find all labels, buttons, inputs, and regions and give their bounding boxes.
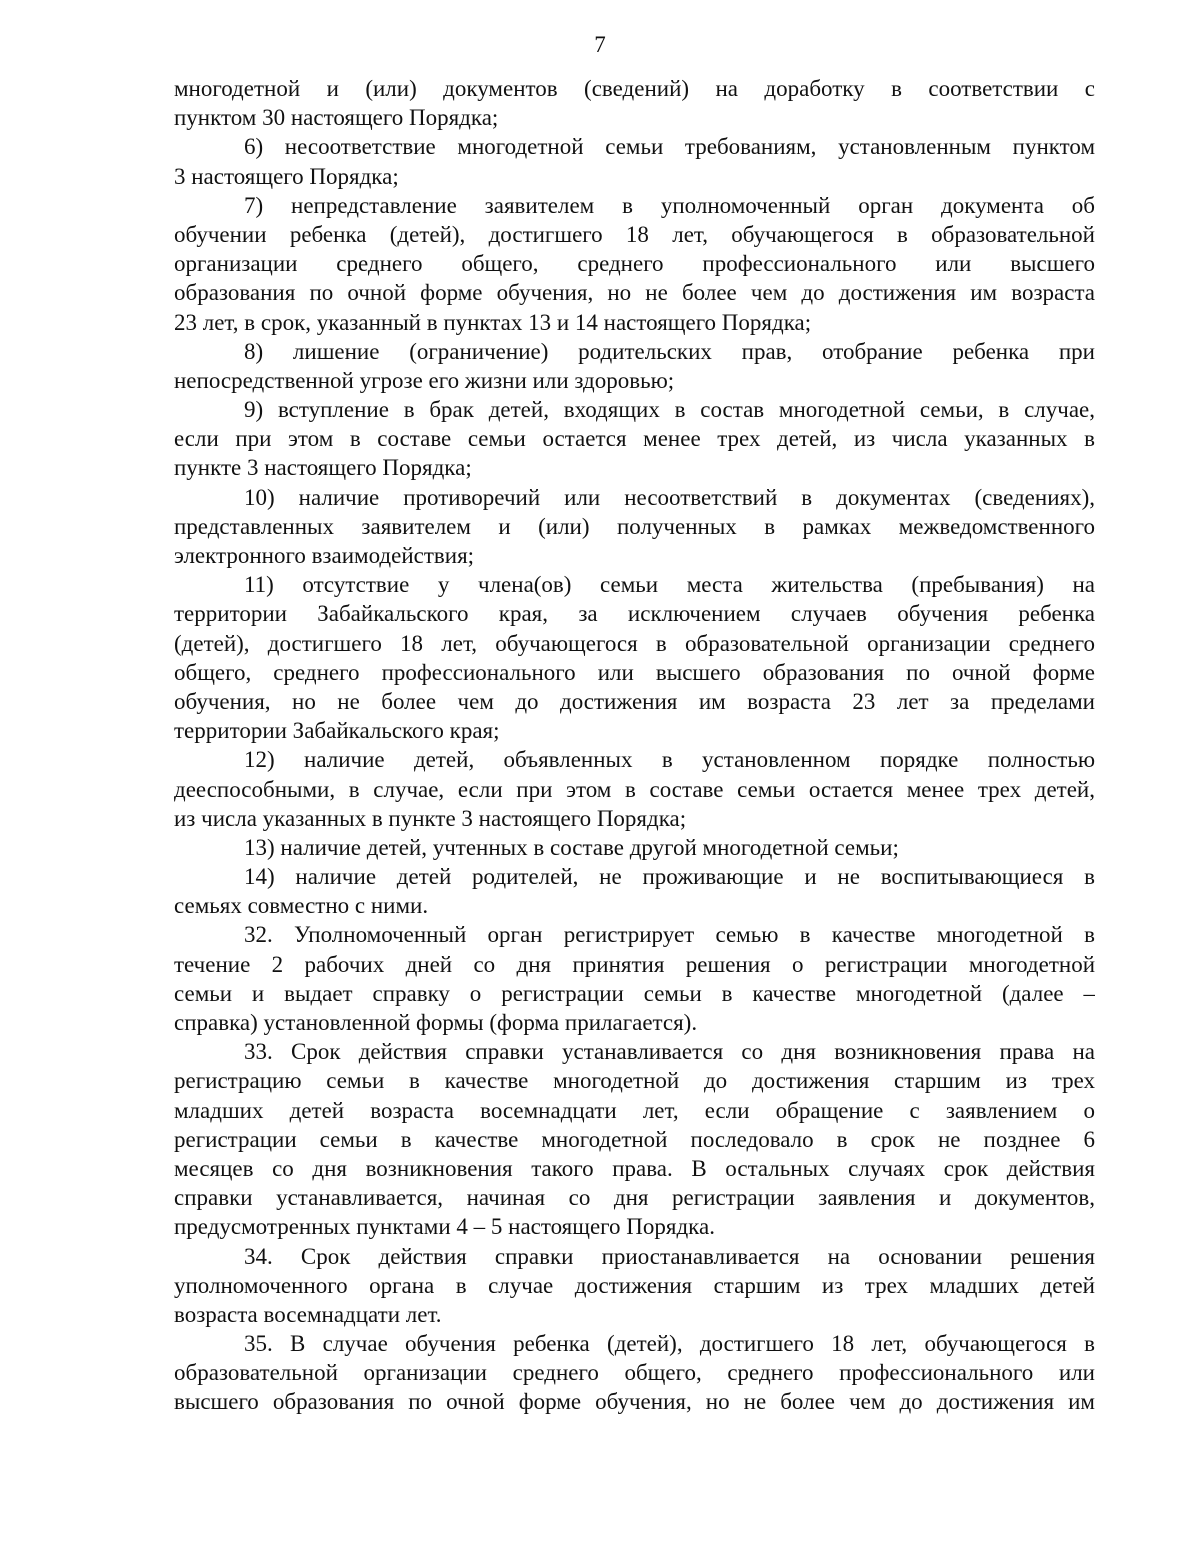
text-line: 14) наличие детей родителей, не проживающие и не воспитывающиеся в bbox=[244, 864, 1095, 890]
text-line: возраста восемнадцати лет. bbox=[174, 1301, 442, 1327]
text-line: пунктом 30 настоящего Порядка; bbox=[174, 105, 499, 131]
text-line: 33. Срок действия справки устанавливается со дня возникновения права на bbox=[244, 1039, 1095, 1065]
text-line: дееспособными, в случае, если при этом в составе семьи остается менее трех детей, bbox=[174, 776, 1095, 802]
text-line: если при этом в составе семьи остается менее трех детей, из числа указанных в bbox=[174, 426, 1095, 452]
text-line: 7) непредставление заявителем в уполномоченный орган документа об bbox=[244, 192, 1095, 218]
text-line: представленных заявителем и (или) полученных в рамках межведомственного bbox=[174, 513, 1095, 539]
text-line: предусмотренных пунктами 4 – 5 настоящего Порядка. bbox=[174, 1214, 715, 1240]
text-line: 23 лет, в срок, указанный в пунктах 13 и 14 настоящего Порядка; bbox=[174, 309, 812, 335]
text-line: 12) наличие детей, объявленных в установленном порядке полностью bbox=[244, 747, 1095, 773]
text-line: (детей), достигшего 18 лет, обучающегося в образовательной организации среднего bbox=[174, 630, 1095, 656]
text-line: 8) лишение (ограничение) родительских прав, отобрание ребенка при bbox=[244, 338, 1095, 364]
text-line: обучения, но не более чем до достижения им возраста 23 лет за пределами bbox=[174, 688, 1095, 714]
text-line: организации среднего общего, среднего профессионального или высшего bbox=[174, 251, 1095, 277]
text-line: 32. Уполномоченный орган регистрирует семью в качестве многодетной в bbox=[244, 922, 1095, 948]
text-line: месяцев со дня возникновения такого права. В остальных случаях срок действия bbox=[174, 1155, 1095, 1181]
text-line: регистрацию семьи в качестве многодетной до достижения старшим из трех bbox=[174, 1068, 1095, 1094]
text-line: семьи и выдает справку о регистрации семьи в качестве многодетной (далее – bbox=[174, 980, 1095, 1006]
text-line: справки устанавливается, начиная со дня регистрации заявления и документов, bbox=[174, 1185, 1095, 1211]
text-line: пункте 3 настоящего Порядка; bbox=[174, 455, 472, 481]
text-line: образовательной организации среднего общего, среднего профессионального или bbox=[174, 1360, 1095, 1386]
text-line: электронного взаимодействия; bbox=[174, 543, 475, 568]
text-line: из числа указанных в пункте 3 настоящего Порядка; bbox=[174, 805, 687, 831]
text-line: образования по очной форме обучения, но не более чем до достижения им возраста bbox=[174, 280, 1095, 306]
text-line: 34. Срок действия справки приостанавливается на основании решения bbox=[244, 1243, 1095, 1269]
text-line: территории Забайкальского края; bbox=[174, 718, 500, 744]
page-number: 7 bbox=[594, 32, 606, 57]
text-line: непосредственной угрозе его жизни или здоровью; bbox=[174, 367, 675, 393]
text-line: высшего образования по очной форме обучения, но не более чем до достижения им bbox=[174, 1389, 1095, 1415]
text-line: многодетной и (или) документов (сведений) на доработку в соответствии с bbox=[174, 76, 1095, 101]
text-line: справка) установленной формы (форма прилагается). bbox=[174, 1010, 698, 1035]
text-line: младших детей возраста восемнадцати лет, если обращение с заявлением о bbox=[174, 1097, 1095, 1123]
text-line: территории Забайкальского края, за исключением случаев обучения ребенка bbox=[174, 601, 1095, 627]
text-line: уполномоченного органа в случае достижения старшим из трех младших детей bbox=[174, 1272, 1095, 1298]
text-line: обучении ребенка (детей), достигшего 18 лет, обучающегося в образовательной bbox=[174, 221, 1095, 247]
text-line: регистрации семьи в качестве многодетной последовало в срок не позднее 6 bbox=[174, 1126, 1095, 1152]
text-line: 13) наличие детей, учтенных в составе другой многодетной семьи; bbox=[244, 834, 899, 860]
text-line: 3 настоящего Порядка; bbox=[174, 163, 399, 189]
text-line: общего, среднего профессионального или высшего образования по очной форме bbox=[174, 659, 1095, 685]
text-line: 11) отсутствие у члена(ов) семьи места жительства (пребывания) на bbox=[244, 572, 1095, 598]
text-line: 35. В случае обучения ребенка (детей), достигшего 18 лет, обучающегося в bbox=[244, 1331, 1095, 1357]
text-line: течение 2 рабочих дней со дня принятия решения о регистрации многодетной bbox=[174, 951, 1095, 977]
document-body bbox=[174, 74, 1095, 1417]
text-line: 10) наличие противоречий или несоответствий в документах (сведениях), bbox=[244, 484, 1095, 510]
text-line: 6) несоответствие многодетной семьи требованиям, установленным пунктом bbox=[244, 134, 1095, 160]
text-line: 9) вступление в брак детей, входящих в состав многодетной семьи, в случае, bbox=[244, 397, 1095, 423]
text-line: семьях совместно с ними. bbox=[174, 893, 429, 919]
